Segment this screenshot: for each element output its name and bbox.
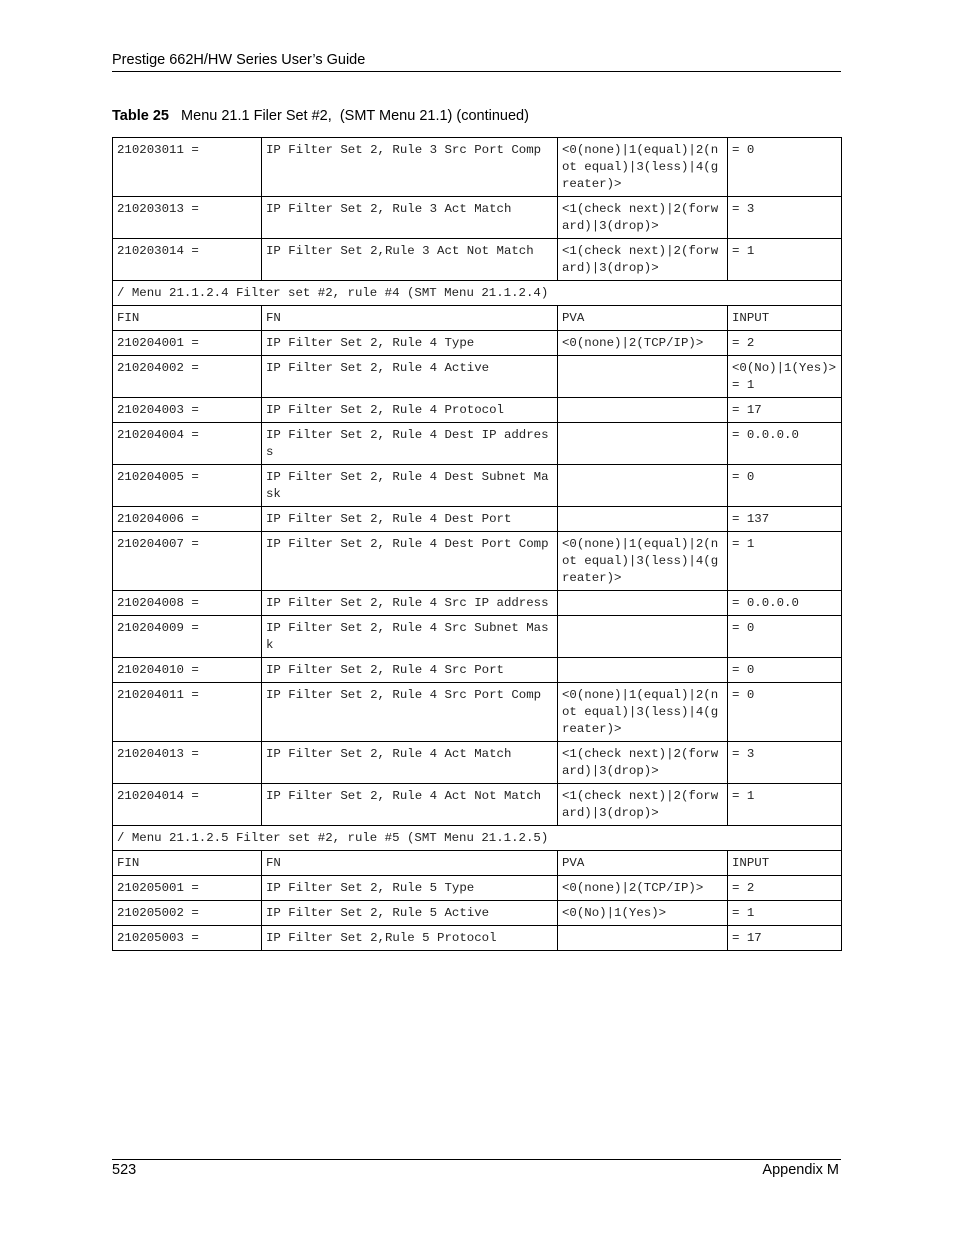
column-header-row — [113, 851, 842, 876]
table-row — [113, 356, 842, 398]
cell-input: = 0 — [728, 683, 842, 742]
cell-pva: <1(check next)|2(forward)|3(drop)> — [558, 742, 728, 784]
column-header-fin: FIN — [113, 851, 262, 876]
section-header-row — [113, 826, 842, 851]
cell-fn: IP Filter Set 2, Rule 5 Type — [262, 876, 558, 901]
column-header-fn: FN — [262, 851, 558, 876]
table-row — [113, 423, 842, 465]
cell-fin: 210205002 = — [113, 901, 262, 926]
table-row — [113, 683, 842, 742]
cell-pva — [558, 507, 728, 532]
cell-pva: <0(No)|1(Yes)> — [558, 901, 728, 926]
cell-input: = 2 — [728, 876, 842, 901]
cell-input: = 3 — [728, 742, 842, 784]
cell-fin: 210204014 = — [113, 784, 262, 826]
cell-fn: IP Filter Set 2, Rule 4 Type — [262, 331, 558, 356]
cell-input: = 137 — [728, 507, 842, 532]
cell-input: = 17 — [728, 398, 842, 423]
cell-pva: <1(check next)|2(forward)|3(drop)> — [558, 239, 728, 281]
running-header-title: Prestige 662H/HW Series User’s Guide — [112, 52, 366, 68]
table-row — [113, 465, 842, 507]
cell-pva — [558, 465, 728, 507]
column-header-pva: PVA — [558, 851, 728, 876]
cell-fn: IP Filter Set 2, Rule 4 Dest Port Comp — [262, 532, 558, 591]
cell-fn: IP Filter Set 2, Rule 4 Src Port — [262, 658, 558, 683]
section-header-row — [113, 281, 842, 306]
table-row — [113, 532, 842, 591]
section-header: / Menu 21.1.2.4 Filter set #2, rule #4 (SMT Menu 21.1.2.4) — [113, 281, 842, 306]
cell-fn: IP Filter Set 2, Rule 3 Src Port Comp — [262, 138, 558, 197]
cell-fin: 210203014 = — [113, 239, 262, 281]
column-header-fn: FN — [262, 306, 558, 331]
cell-fn: IP Filter Set 2, Rule 4 Dest Port — [262, 507, 558, 532]
cell-input: = 0.0.0.0 — [728, 423, 842, 465]
cell-input: = 1 — [728, 901, 842, 926]
page-number: 523 — [112, 1162, 137, 1178]
cell-fin: 210205001 = — [113, 876, 262, 901]
cell-fin: 210204003 = — [113, 398, 262, 423]
cell-pva: <0(none)|2(TCP/IP)> — [558, 876, 728, 901]
table-row — [113, 616, 842, 658]
cell-fin: 210204013 = — [113, 742, 262, 784]
table-row — [113, 901, 842, 926]
table-caption — [112, 108, 529, 124]
cell-fin: 210204011 = — [113, 683, 262, 742]
cell-fn: IP Filter Set 2, Rule 4 Active — [262, 356, 558, 398]
cell-input: = 0 — [728, 658, 842, 683]
cell-fn: IP Filter Set 2, Rule 4 Src Port Comp — [262, 683, 558, 742]
cell-fn: IP Filter Set 2, Rule 4 Dest IP address — [262, 423, 558, 465]
cell-pva: <1(check next)|2(forward)|3(drop)> — [558, 197, 728, 239]
cell-pva — [558, 616, 728, 658]
cell-input: = 17 — [728, 926, 842, 951]
cell-fin: 210204002 = — [113, 356, 262, 398]
table-row — [113, 876, 842, 901]
cell-fin: 210204009 = — [113, 616, 262, 658]
cell-fin: 210204005 = — [113, 465, 262, 507]
header-divider — [112, 71, 841, 72]
column-header-row — [113, 306, 842, 331]
cell-input: = 3 — [728, 197, 842, 239]
cell-fin: 210205003 = — [113, 926, 262, 951]
cell-fn: IP Filter Set 2, Rule 5 Active — [262, 901, 558, 926]
cell-input: = 0.0.0.0 — [728, 591, 842, 616]
cell-fin: 210204001 = — [113, 331, 262, 356]
cell-pva: <1(check next)|2(forward)|3(drop)> — [558, 784, 728, 826]
cell-input: = 1 — [728, 239, 842, 281]
cell-fin: 210204007 = — [113, 532, 262, 591]
cell-pva: <0(none)|2(TCP/IP)> — [558, 331, 728, 356]
cell-input: = 2 — [728, 331, 842, 356]
cell-fn: IP Filter Set 2, Rule 4 Act Not Match — [262, 784, 558, 826]
cell-pva — [558, 356, 728, 398]
cell-fin: 210204008 = — [113, 591, 262, 616]
filter-set-table-body — [113, 138, 842, 951]
cell-fn: IP Filter Set 2, Rule 4 Src IP address — [262, 591, 558, 616]
cell-input: = 0 — [728, 138, 842, 197]
footer-divider — [112, 1159, 841, 1160]
column-header-pva: PVA — [558, 306, 728, 331]
table-row — [113, 138, 842, 197]
cell-pva — [558, 423, 728, 465]
section-header: / Menu 21.1.2.5 Filter set #2, rule #5 (SMT Menu 21.1.2.5) — [113, 826, 842, 851]
column-header-input: INPUT — [728, 306, 842, 331]
cell-fn: IP Filter Set 2,Rule 5 Protocol — [262, 926, 558, 951]
column-header-fin: FIN — [113, 306, 262, 331]
cell-input: = 0 — [728, 616, 842, 658]
cell-fn: IP Filter Set 2, Rule 3 Act Match — [262, 197, 558, 239]
table-row — [113, 784, 842, 826]
table-row — [113, 591, 842, 616]
cell-fn: IP Filter Set 2, Rule 4 Dest Subnet Mask — [262, 465, 558, 507]
table-row — [113, 658, 842, 683]
table-row — [113, 239, 842, 281]
table-row — [113, 398, 842, 423]
footer-section: Appendix M — [762, 1162, 839, 1178]
table-row — [113, 507, 842, 532]
column-header-input: INPUT — [728, 851, 842, 876]
table-row — [113, 926, 842, 951]
cell-fin: 210204004 = — [113, 423, 262, 465]
cell-fn: IP Filter Set 2,Rule 3 Act Not Match — [262, 239, 558, 281]
cell-fn: IP Filter Set 2, Rule 4 Src Subnet Mask — [262, 616, 558, 658]
cell-fin: 210203011 = — [113, 138, 262, 197]
table-row — [113, 331, 842, 356]
cell-pva — [558, 658, 728, 683]
cell-fn: IP Filter Set 2, Rule 4 Act Match — [262, 742, 558, 784]
cell-fin: 210204006 = — [113, 507, 262, 532]
filter-set-table — [112, 137, 842, 951]
cell-input: <0(No)|1(Yes)> = 1 — [728, 356, 842, 398]
cell-pva: <0(none)|1(equal)|2(not equal)|3(less)|4(greater)> — [558, 532, 728, 591]
cell-pva — [558, 398, 728, 423]
cell-input: = 1 — [728, 784, 842, 826]
cell-input: = 1 — [728, 532, 842, 591]
table-caption-text: Menu 21.1 Filer Set #2, (SMT Menu 21.1) (continued) — [181, 108, 529, 124]
cell-pva — [558, 926, 728, 951]
cell-pva: <0(none)|1(equal)|2(not equal)|3(less)|4(greater)> — [558, 683, 728, 742]
cell-fin: 210204010 = — [113, 658, 262, 683]
cell-fin: 210203013 = — [113, 197, 262, 239]
table-caption-label: Table 25 — [112, 108, 169, 124]
table-row — [113, 197, 842, 239]
cell-fn: IP Filter Set 2, Rule 4 Protocol — [262, 398, 558, 423]
cell-pva — [558, 591, 728, 616]
table-row — [113, 742, 842, 784]
cell-input: = 0 — [728, 465, 842, 507]
cell-pva: <0(none)|1(equal)|2(not equal)|3(less)|4(greater)> — [558, 138, 728, 197]
